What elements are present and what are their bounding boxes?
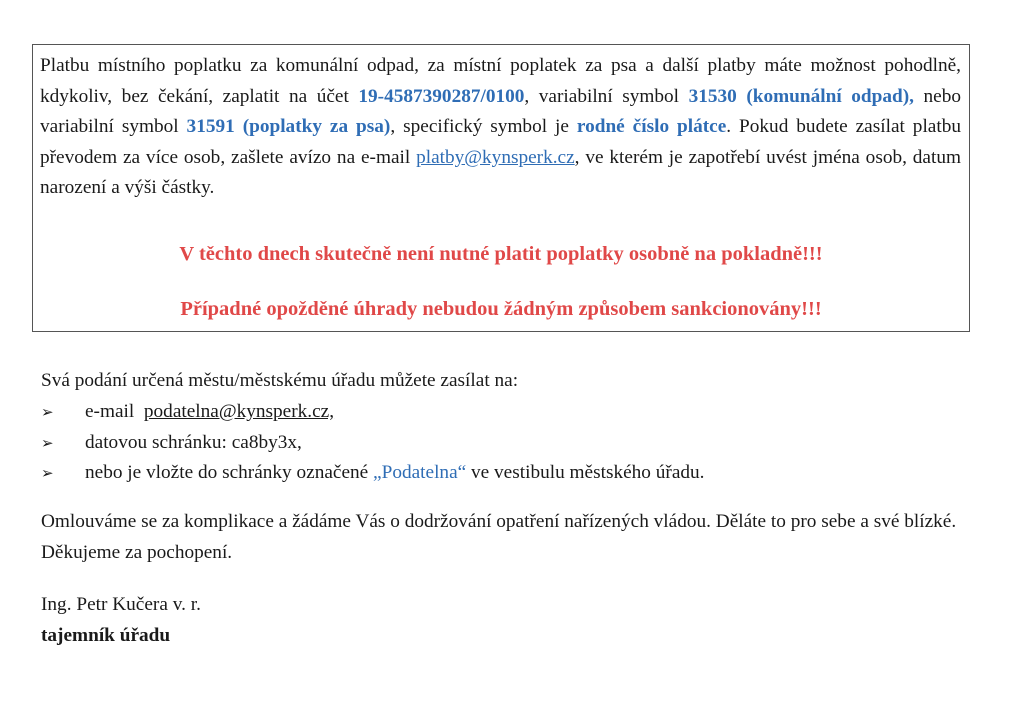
payment-text-3: nebo variabilní symbol bbox=[40, 85, 961, 138]
signatory-title: tajemník úřadu bbox=[41, 624, 171, 646]
payments-email-link[interactable]: platby@kynsperk.cz bbox=[416, 146, 575, 168]
closing-paragraph: Omlouváme se za komplikace a žádáme Vás o dodržování opatření nařízených vládou. Děláte to pro sebe a své blízké. Děkujeme za pochopení. bbox=[41, 511, 957, 563]
list-item-email bbox=[41, 397, 704, 428]
submission-channels-list bbox=[41, 397, 704, 489]
warning-no-sanctions: Případné opožděné úhrady nebudou žádným způsobem sankcionovány!!! bbox=[180, 298, 822, 320]
list-item-data-box bbox=[41, 428, 704, 459]
payment-text-2: , variabilní symbol bbox=[524, 85, 689, 107]
payment-text-5: . Pokud budete zasílat platbu převodem za více osob, zašlete avízo na e-mail bbox=[40, 116, 962, 168]
mailbox-prefix: nebo je vložte do schránky označené bbox=[85, 462, 374, 484]
mailbox-suffix: ve vestibulu městského úřadu. bbox=[466, 462, 705, 484]
list-item-mailbox bbox=[41, 458, 704, 489]
arrowhead-bullet-icon: ➢ bbox=[41, 464, 54, 483]
arrowhead-bullet-icon: ➢ bbox=[41, 403, 54, 421]
podatelna-email-link[interactable]: podatelna@kynsperk.cz, bbox=[143, 401, 335, 422]
arrowhead-bullet-icon: ➢ bbox=[41, 433, 54, 452]
payment-text-4: , specifický symbol je bbox=[390, 116, 577, 138]
variable-symbol-waste: 31530 (komunální odpad), bbox=[688, 85, 914, 107]
payment-notice-box bbox=[32, 44, 970, 332]
data-box-text: datovou schránku: ca8by3x, bbox=[85, 431, 302, 453]
signatory-name: Ing. Petr Kučera v. r. bbox=[41, 594, 201, 615]
podatelna-label: „Podatelna“ bbox=[373, 462, 467, 484]
warning-no-cash-desk: V těchto dnech skutečně není nutné platit poplatky osobně na pokladně!!! bbox=[179, 243, 823, 265]
email-prefix: e-mail bbox=[85, 401, 144, 422]
signature-block bbox=[41, 590, 981, 651]
submissions-intro: Svá podání určená městu/městskému úřadu můžete zasílat na: bbox=[41, 370, 519, 391]
payment-instructions-paragraph bbox=[40, 51, 961, 204]
payment-text-6: , ve kterém je zapotřebí uvést jména osob, datum narození a výši částky. bbox=[40, 146, 961, 199]
payment-text-1: Platbu místního poplatku za komunální odpad, za místní poplatek za psa a další platby máte možnost pohodlně, kdykoliv, bez čekání, zaplatit na účet bbox=[40, 55, 961, 107]
specific-symbol: rodné číslo plátce bbox=[576, 116, 727, 138]
variable-symbol-dogs: 31591 (poplatky za psa) bbox=[186, 116, 391, 138]
bank-account-number: 19-4587390287/0100 bbox=[358, 85, 525, 107]
